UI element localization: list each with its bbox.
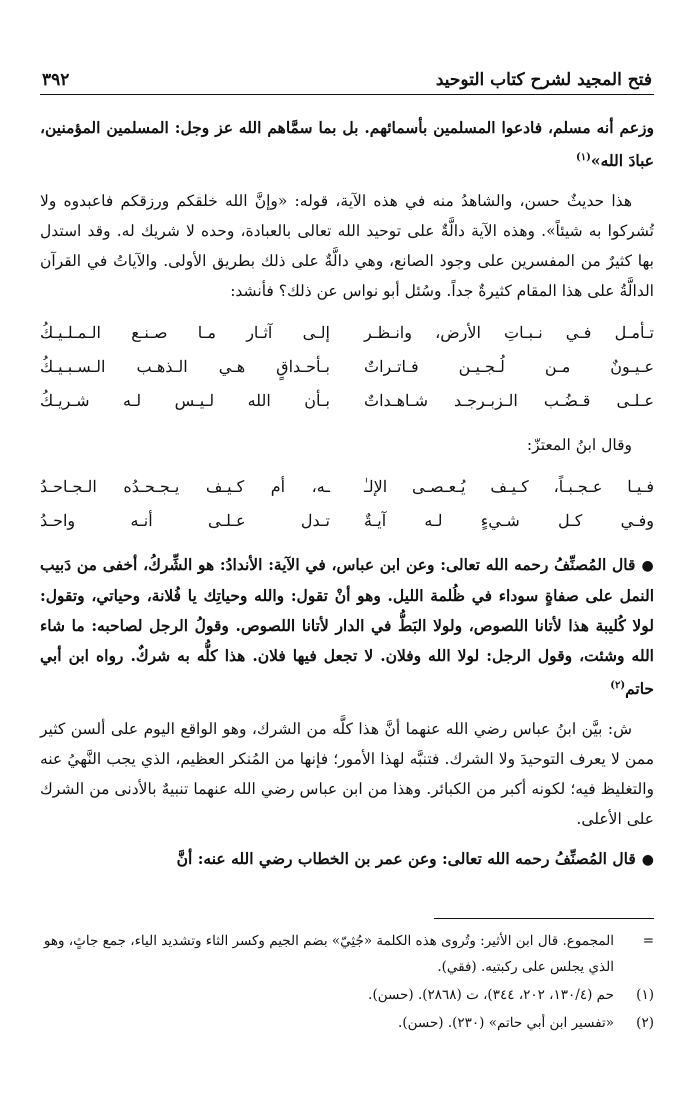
page-header — [40, 56, 654, 95]
footnote-item — [40, 1010, 654, 1036]
paragraph-author-umar: ●قال المُصنِّفُ رحمه الله تعالى: وعن عمر بن الخطاب رضي الله عنه: أنَّ — [176, 849, 654, 869]
verse-line — [40, 350, 654, 384]
verse-first-hemistich: عـلـى قـضُـب الـزبـرجـد شـاهـداتٌ — [364, 391, 654, 411]
paragraph-hadith-end: وزعم أنه مسلم، فادعوا المسلمين بأسمائهم. بل بما سمَّاهم الله عز وجل: المسلمين المؤمنين، عبادَ الله»$^{(١)}$ — [40, 118, 654, 171]
paragraph-ibn-mutazz-intro: وقال ابنُ المعتزّ: — [526, 436, 632, 455]
verse-line — [40, 470, 654, 504]
verse-line — [40, 384, 654, 418]
footnotes — [40, 928, 654, 1038]
poem-abu-nuwas — [40, 316, 654, 418]
footnote-mark: = — [642, 933, 654, 949]
paragraph-explanation: ش: بيَّن ابنُ عباس رضي الله عنهما أنَّ هذا كلَّه من الشرك، وهو الواقع اليوم على ألسن كثير ممن لا يعرف التوحيدَ ولا الشرك. فتنبَّه لهذا الأمور؛ فإنها من المُنكر العظيم، الذي يجب النَّهيُ عنه والتغليظ فيه؛ لكونه أكبر من الكبائر. وهذا من ابن عباس رضي الله عنهما تنبيهٌ بالأدنى من الشرك على الأعلى. — [40, 720, 654, 829]
footnote-item — [40, 928, 654, 980]
poem-ibn-mutazz — [40, 470, 654, 538]
verse-second-hemistich: بـأحـداقٍ هـي الـذهـب الـسـبـيـكُ — [40, 357, 330, 377]
footnote-text: المجموع. قال ابن الأثير: وتُروى هذه الكلمة «جُثِيّ» بضم الجيم وكسر الثاء وتشديد الياء، جمع جاثٍ، وهو الذي يجلس على ركبتيه. (فقي). — [43, 933, 614, 975]
footnote-ref-2: (٢) — [610, 680, 626, 692]
verse-second-hemistich: إلـى آثـار مـا صـنـع الـمـلـيـكُ — [40, 323, 330, 343]
verse-second-hemistich: ـه، أم كـيـف يـجـحـدُه الـجـاحـدُ — [40, 477, 330, 497]
verse-second-hemistich: بـأن الله لـيـس لـه شـريـكُ — [40, 391, 330, 411]
footnote-text: حم (١٣٠/٤، ٢٠٢، ٣٤٤)، ت (٢٨٦٨). (حسن). — [368, 987, 614, 1003]
footnote-ref-1: (١) — [576, 152, 591, 163]
verse-first-hemistich: فـيـا عـجـبـاً، كـيـف يُـعـصـى الإلـٰ — [364, 477, 654, 497]
verse-line — [40, 316, 654, 350]
verse-line — [40, 504, 654, 538]
paragraph-author-ibn-abbas: ●قال المُصنِّفُ رحمه الله تعالى: وعن ابن عباس، في الآية: الأندادُ: هو الشِّركُ، أخفى من دَبيب النمل على صفاةٍ سوداء في ظُلمة الليل. وهو أنْ تقول: والله وحياتِك يا فُلانة، وحياتي، وتقول: لولا كُليبة هذا لأتانا اللصوص، ولولا البَطُّ في الدار لأتانا اللصوص. وقولُ الرجل لصاحبه: ما شاء الله وشئت، وقول الرجل: لولا الله وفلان. لا تجعل فيها فلان. هذا كلُّه به شركٌ. رواه ابن أبي حاتم$^{(٢)}$ — [40, 555, 654, 699]
paragraph-commentary: هذا حديثٌ حسن، والشاهدُ منه في هذه الآية، قوله: «وإنَّ الله خلقكم ورزقكم فاعبدوه ولا تُشركوا به شيئاً». وهذه الآية دالَّةٌ على توحيد الله تعالى بالعبادة، وحده لا شريك له. وقد استدل بها كثيرٌ من المفسرين على وجود الصانع، وهي دالَّةٌ على ذلك بطريق الأولى. والآياتُ في القرآن الدالَّةُ على هذا المقام كثيرةٌ جداً. وسُئل أبو نواس عن ذلك؟ فأنشد: — [40, 192, 654, 301]
verse-first-hemistich: عـيـونٌ مـن لُـجـيـن فـاتـراتٌ — [364, 357, 654, 377]
book-page — [40, 56, 654, 1031]
footnote-item — [40, 982, 654, 1008]
book-title: فتح المجيد لشرح كتاب التوحيد — [435, 70, 652, 90]
footnote-mark: (٢) — [636, 1015, 654, 1031]
page-body — [40, 113, 654, 875]
footnote-mark: (١) — [636, 987, 654, 1003]
footnote-separator — [434, 918, 654, 919]
verse-second-hemistich: تـدل عـلـى أنـه واحـدُ — [40, 511, 330, 531]
verse-first-hemistich: وفـي كـل شـيءٍ لـه آيـةٌ — [364, 511, 654, 531]
footnote-text: «تفسير ابن أبي حاتم» (٢٣٠). (حسن). — [398, 1015, 614, 1031]
page-number: ٣٩٢ — [42, 70, 70, 90]
verse-first-hemistich: تـأمـل فـي نـبـاتِ الأرض، وانـظـر — [364, 323, 654, 343]
bullet-dot: ● — [641, 852, 654, 869]
bullet-dot: ● — [641, 558, 654, 575]
